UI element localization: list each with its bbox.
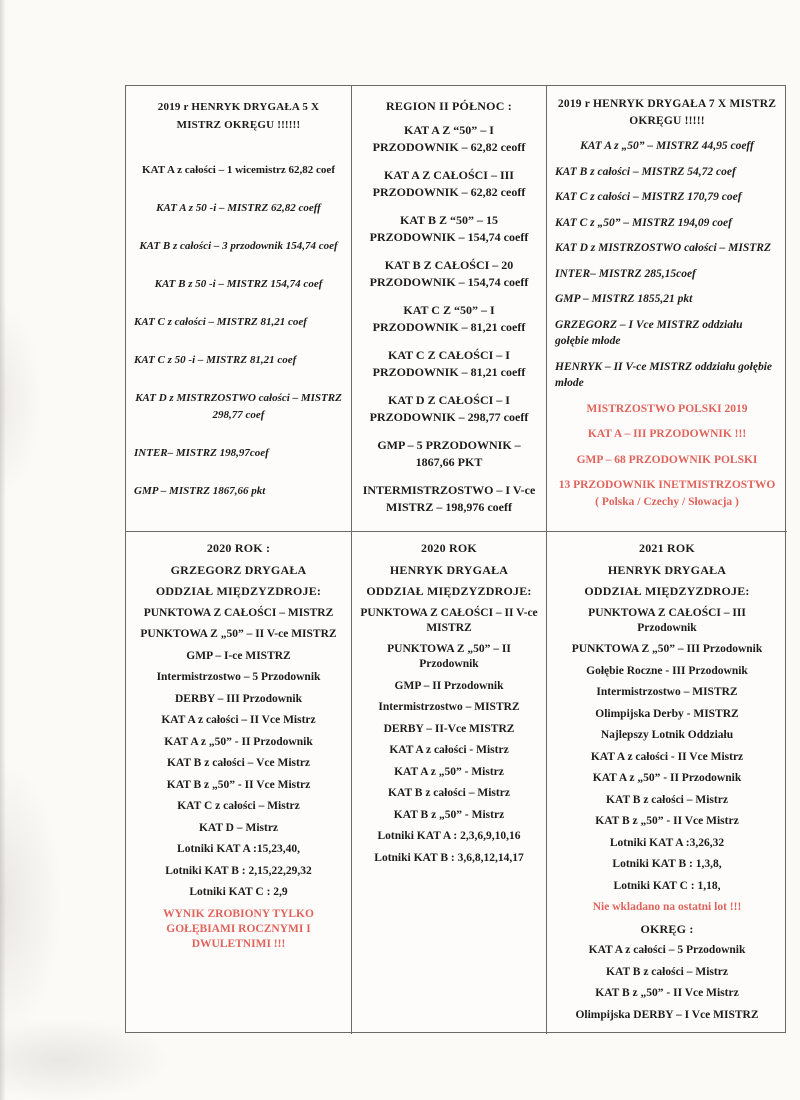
achievement-line: KAT C Z CAŁOŚCI – I PRZODOWNIK – 81,21 coeff <box>372 347 526 379</box>
achievement-line: Lotniki KAT C : 1,18, <box>613 879 721 892</box>
achievement-line-red: 13 PRZODOWNIK INETMISTRZOSTWO <box>558 479 776 491</box>
achievement-line: KAT A Z CAŁOŚCI – III PRZODOWNIK – 62,82 ceoff <box>372 167 526 199</box>
achievement-line: INTERMISTRZOSTWO – I V-ce MISTRZ – 198,976 coeff <box>362 482 536 514</box>
cell-2019-okreg-5x <box>126 86 352 532</box>
cell-2020-grzegorz <box>126 532 352 1034</box>
achievement-line: KAT B z „50” - II Vce Mistrz <box>166 778 311 791</box>
achievement-line: PUNKTOWA Z CAŁOŚCI – III <box>588 606 746 619</box>
achievement-line: KAT A z „50” - Mistrz <box>394 765 504 778</box>
achievement-line-red: GMP – 68 PRZODOWNIK POLSKI <box>576 453 758 466</box>
achievement-line: KAT A z całości – 1 wicemistrz 62,82 coef <box>142 164 335 176</box>
achievement-line: KAT A z całości - II Vce Mistrz <box>590 750 744 763</box>
cell-heading: GRZEGORZ DRYGAŁA <box>170 562 307 577</box>
achievement-line-red: MISTRZOSTWO POLSKI 2019 <box>586 402 748 415</box>
achievement-line: Lotniki KAT B : 1,3,8, <box>612 858 722 870</box>
achievement-line-red: ( Polska / Czechy / Słowacja ) <box>595 495 739 508</box>
achievement-line: KAT A z 50 -i – MISTRZ 62,82 coeff <box>156 202 321 214</box>
achievement-line: KAT C z całości – MISTRZ 81,21 coef <box>134 316 307 328</box>
achievement-line: PUNKTOWA Z CAŁOŚCI – II V-ce MISTRZ <box>360 606 538 634</box>
achievement-line: KAT B z 50 -i – MISTRZ 154,74 coef <box>154 278 323 290</box>
cell-heading: OKRĘG : <box>640 921 694 936</box>
achievement-line: KAT D z MISTRZOSTWO całości – MISTRZ 298,77 coef <box>135 392 342 421</box>
achievement-line: PUNKTOWA Z „50” – II Przodownik <box>387 643 511 670</box>
achievement-line: Gołębie Roczne - III Przodownik <box>586 664 748 677</box>
achievement-line: KAT C Z “50” – I PRZODOWNIK – 81,21 coeff <box>372 302 526 334</box>
cell-heading: REGION II PÓŁNOC : <box>386 99 512 113</box>
achievement-line-red: Nie wkladano na ostatni lot !!! <box>592 901 742 913</box>
cell-2020-henryk <box>352 532 547 1034</box>
achievement-line: GMP – MISTRZ 1867,66 pkt <box>134 485 266 497</box>
achievement-line: Lotniki KAT A :15,23,40, <box>177 843 300 855</box>
achievement-line: KAT C z „50” – MISTRZ 194,09 coef <box>555 216 732 229</box>
cell-heading: HENRYK DRYGAŁA <box>607 562 727 577</box>
achievement-line: KAT A z „50” - II Przodownik <box>164 735 313 748</box>
achievement-line-red: WYNIK ZROBIONY TYLKO <box>163 907 314 920</box>
cell-heading: ODDZIAŁ MIĘDZYZDROJE: <box>584 584 750 598</box>
achievement-line: KAT C z całości – Mistrz <box>177 800 300 812</box>
achievement-line: KAT D z MISTRZOSTWO całości – MISTRZ <box>555 242 771 254</box>
achievement-line: INTER– MISTRZ 285,15coef <box>555 267 696 280</box>
achievement-line: KAT B z całości – Mistrz <box>606 793 728 806</box>
achievement-line: Najlepszy Lotnik Oddziału <box>600 729 734 741</box>
achievement-line: GMP – II Przodownik <box>394 679 504 692</box>
achievement-line: Olimpijska Derby - MISTRZ <box>595 707 739 720</box>
achievement-line: Intermistrzostwo – MISTRZ <box>596 686 738 698</box>
cell-heading: ODDZIAŁ MIĘDZYZDROJE: <box>155 584 322 598</box>
achievement-line: KAT A z „50” – MISTRZ 44,95 coeff <box>580 140 754 152</box>
cell-heading: 2020 ROK : <box>206 541 271 555</box>
cell-heading: ODDZIAŁ MIĘDZYZDROJE: <box>366 584 532 598</box>
achievement-line: DERBY – III Przodownik <box>174 692 303 705</box>
achievement-line: KAT B z całości – Vce Mistrz <box>166 757 311 769</box>
achievement-line: KAT D – Mistrz <box>198 821 279 834</box>
achievement-line: Lotniki KAT C : 2,9 <box>189 886 288 898</box>
achievement-line: PUNKTOWA Z „50” – II V-ce MISTRZ <box>140 628 337 640</box>
achievement-line: INTER– MISTRZ 198,97coef <box>134 447 269 459</box>
achievement-line: Przodownik <box>637 621 697 634</box>
achievement-line: Intermistrzostwo – MISTRZ <box>378 701 520 713</box>
cell-heading: 2021 ROK <box>639 541 695 555</box>
achievement-line: KAT B z „50” - Mistrz <box>393 808 505 821</box>
cell-heading: 2019 r HENRYK DRYGAŁA 7 X MISTRZ OKRĘGU !!!!! <box>557 98 777 127</box>
achievement-line-red: GOŁĘBIAMI ROCZNYMI I <box>166 922 311 935</box>
achievement-line: KAT D Z CAŁOŚCI – I PRZODOWNIK – 298,77 coeff <box>369 392 529 424</box>
achievement-line: KAT A Z “50” – I PRZODOWNIK – 62,82 ceoff <box>372 122 526 154</box>
achievement-line: KAT C z całości – MISTRZ 170,79 coef <box>555 191 742 203</box>
achievement-line-red: KAT A – III PRZODOWNIK !!! <box>587 428 747 440</box>
achievement-line: KAT B z całości – Mistrz <box>606 965 728 978</box>
cell-2019-okreg-7x <box>547 86 787 532</box>
achievement-line: GRZEGORZ – I Vce MISTRZ oddziału gołębie młode <box>555 318 743 347</box>
achievement-line: Intermistrzostwo – 5 Przodownik <box>156 671 321 683</box>
achievement-line: KAT B Z “50” – 15 PRZODOWNIK – 154,74 coeff <box>369 212 529 244</box>
achievement-line: KAT A z całości - Mistrz <box>389 744 509 756</box>
achievement-line-red: DWULETNIMI !!! <box>191 937 286 950</box>
achievement-line: HENRYK – II V-ce MISTRZ oddziału gołębie młode <box>555 360 773 389</box>
achievement-line: PUNKTOWA Z „50” – III Przodownik <box>571 643 763 655</box>
achievement-line: KAT B z całości – 3 przodownik 154,74 coef <box>139 240 338 252</box>
achievement-line: Lotniki KAT B : 2,15,22,29,32 <box>165 864 312 877</box>
achievement-line: KAT A z całości – 5 Przodownik <box>588 944 746 956</box>
cell-2021-henryk <box>547 532 787 1034</box>
achievement-line: Lotniki KAT A : 2,3,6,9,10,16 <box>377 830 521 842</box>
achievement-line: DERBY – II-Vce MISTRZ <box>383 722 515 735</box>
achievement-line: Lotniki KAT A :3,26,32 <box>609 836 725 849</box>
achievement-line: Lotniki KAT B : 3,6,8,12,14,17 <box>374 851 524 864</box>
achievement-line: KAT B z „50” - II Vce Mistrz <box>595 815 739 827</box>
achievement-line: Olimpijska DERBY – I Vce MISTRZ <box>575 1008 759 1021</box>
cell-heading: 2019 r HENRYK DRYGAŁA 5 X <box>157 101 320 113</box>
results-table <box>125 85 786 1033</box>
cell-region-ii-polnoc <box>352 86 547 532</box>
achievement-line: GMP – 5 PRZODOWNIK – 1867,66 PKT <box>377 437 521 469</box>
achievement-line: GMP – MISTRZ 1855,21 pkt <box>555 293 693 305</box>
achievement-line: GMP – I-ce MISTRZ <box>186 649 291 662</box>
cell-heading: MISTRZ OKRĘGU !!!!!! <box>176 119 301 131</box>
achievement-line: KAT C z 50 -i – MISTRZ 81,21 coef <box>134 354 297 366</box>
achievement-line: KAT B z całości – Mistrz <box>388 787 510 799</box>
achievement-line: KAT B z „50” - II Vce Mistrz <box>595 987 739 999</box>
achievement-line: KAT A z całości – II Vce Mistrz <box>161 714 316 726</box>
achievement-line: KAT A z „50” - II Przodownik <box>592 772 742 784</box>
achievement-line: KAT B Z CAŁOŚCI – 20 PRZODOWNIK – 154,74 coeff <box>369 257 529 289</box>
cell-heading: HENRYK DRYGAŁA <box>389 562 509 577</box>
achievement-line: KAT B z całości – MISTRZ 54,72 coef <box>555 165 736 178</box>
achievement-line: PUNKTOWA Z CAŁOŚCI – MISTRZ <box>143 606 334 619</box>
cell-heading: 2020 ROK <box>421 541 477 555</box>
